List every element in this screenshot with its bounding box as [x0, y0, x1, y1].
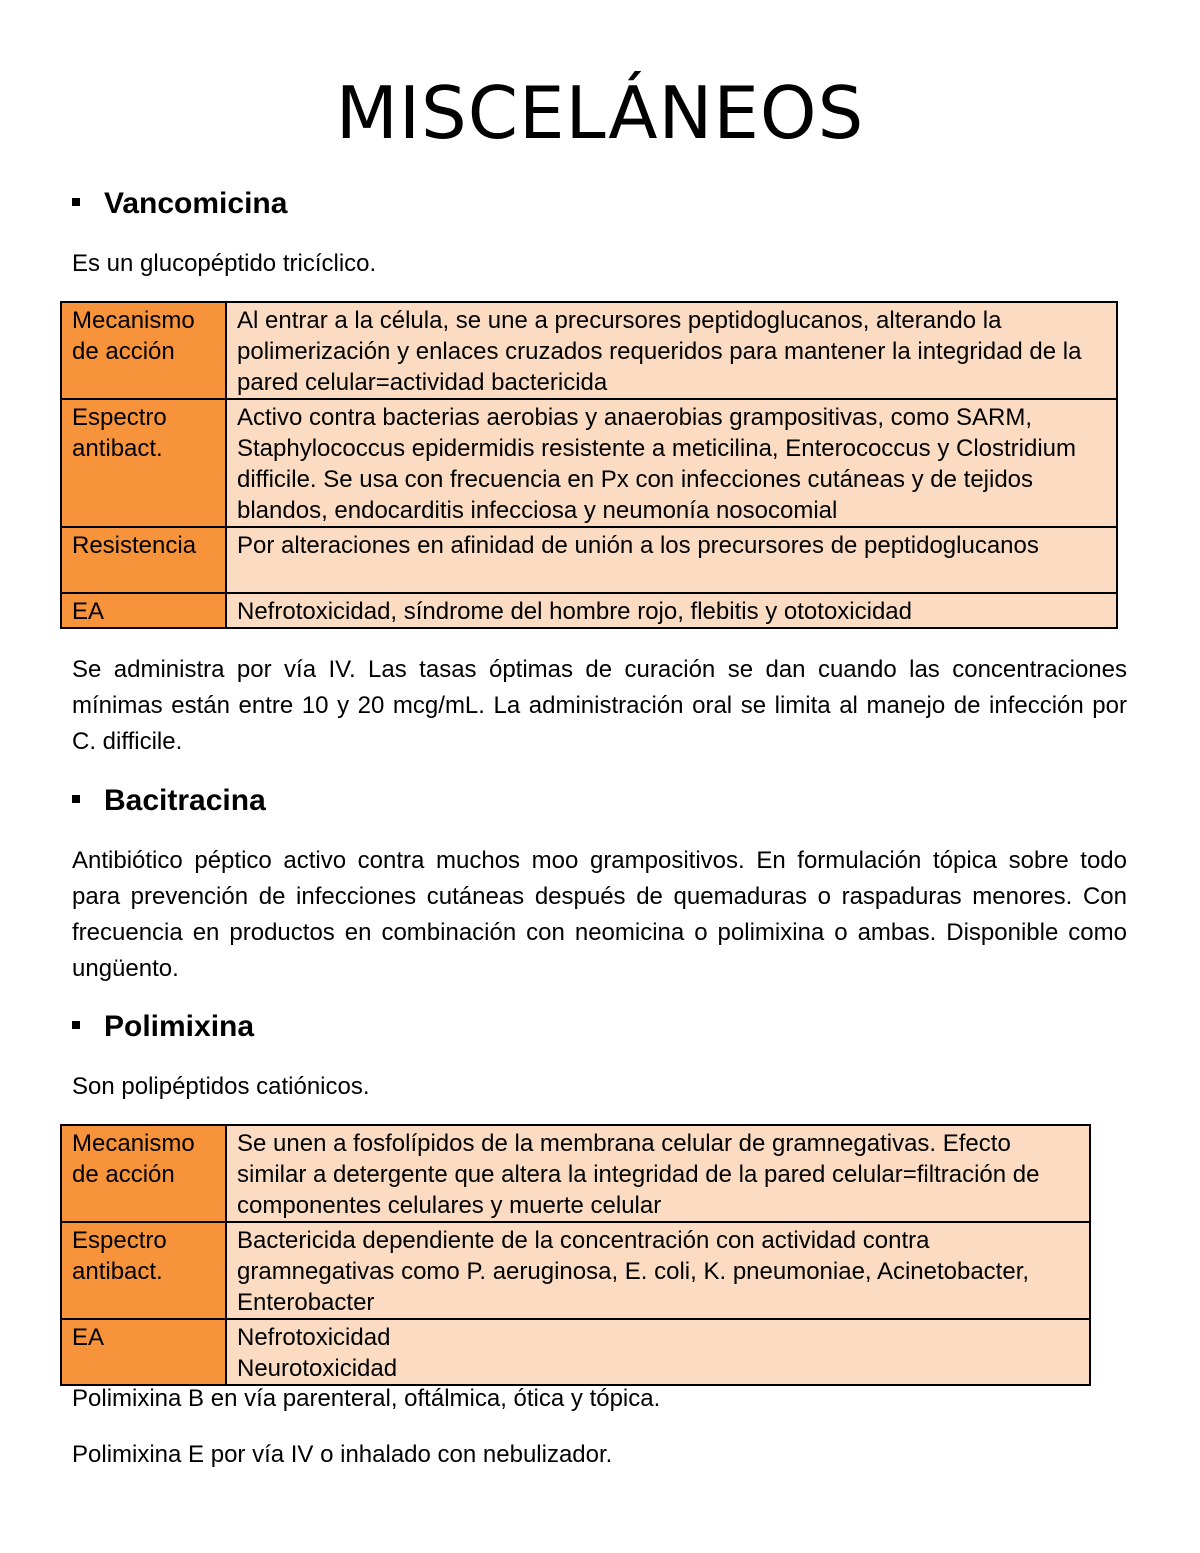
table-row [61, 399, 1117, 527]
row-value: Activo contra bacterias aerobias y anaerobias grampositivas, como SARM, Staphylococcus epidermidis resistente a meticilina, Enterococcus y Clostridium difficile. Se usa con frecuencia en Px con infecciones cutáneas y de tejidos blandos, endocarditis infecciosa y neumonía nosocomial [226, 399, 1117, 527]
bullet-icon [72, 1021, 80, 1029]
row-label: Mecanismo de acción [61, 302, 226, 399]
section-heading-bacitracina [72, 783, 266, 819]
table-row [61, 1125, 1090, 1222]
table-row [61, 1222, 1090, 1319]
row-label: Resistencia [61, 527, 226, 593]
table-row [61, 1319, 1090, 1385]
row-value: Se unen a fosfolípidos de la membrana celular de gramnegativas. Efecto similar a detergente que altera la integridad de la pared celular=filtración de componentes celulares y muerte celular [226, 1125, 1090, 1222]
row-label: Espectro antibact. [61, 1222, 226, 1319]
row-value: Por alteraciones en afinidad de unión a los precursores de peptidoglucanos [226, 527, 1117, 593]
bullet-icon [72, 198, 80, 206]
vancomicina-table [60, 301, 1118, 629]
table-row [61, 593, 1117, 628]
table-row [61, 527, 1117, 593]
row-label: EA [61, 1319, 226, 1385]
ea-item: Neurotoxicidad [237, 1355, 398, 1382]
page-title: MISCELÁNEOS [335, 71, 865, 155]
ea-item: Nefrotoxicidad [237, 1324, 391, 1351]
heading-text: Bacitracina [104, 784, 266, 817]
polimixina-table [60, 1124, 1091, 1386]
heading-text: Vancomicina [104, 187, 288, 220]
row-value: Nefrotoxicidad, síndrome del hombre rojo, flebitis y ototoxicidad [226, 593, 1117, 628]
row-value: Al entrar a la célula, se une a precursores peptidoglucanos, alterando la polimerización y enlaces cruzados requeridos para mantener la integridad de la pared celular=actividad bactericida [226, 302, 1117, 399]
vancomicina-intro: Es un glucopéptido tricíclico. [72, 250, 377, 277]
bacitracina-text: Antibiótico péptico activo contra muchos moo grampositivos. En formulación tópica sobre todo para prevención de infecciones cutáneas después de quemaduras o raspaduras menores. Con frecuencia en productos en combinación con neomicina o polimixina o ambas. Disponible como ungüento. [72, 847, 1127, 982]
polimixina-note-e: Polimixina E por vía IV o inhalado con nebulizador. [72, 1441, 613, 1468]
polimixina-intro: Son polipéptidos catiónicos. [72, 1073, 370, 1100]
heading-text: Polimixina [104, 1010, 255, 1043]
section-heading-polimixina [72, 1009, 254, 1045]
row-label: Mecanismo de acción [61, 1125, 226, 1222]
row-label: Espectro antibact. [61, 399, 226, 527]
polimixina-note-b: Polimixina B en vía parenteral, oftálmica, ótica y tópica. [72, 1385, 661, 1412]
row-label: EA [61, 593, 226, 628]
vancomicina-note: Se administra por vía IV. Las tasas óptimas de curación se dan cuando las concentraciones mínimas están entre 10 y 20 mcg/mL. La administración oral se limita al manejo de infección por C. difficile. [72, 656, 1127, 755]
table-row [61, 302, 1117, 399]
row-value [226, 1319, 1090, 1385]
section-heading-vancomicina [72, 186, 287, 222]
row-value: Bactericida dependiente de la concentración con actividad contra gramnegativas como P. aeruginosa, E. coli, K. pneumoniae, Acinetobacter, Enterobacter [226, 1222, 1090, 1319]
bullet-icon [72, 795, 80, 803]
